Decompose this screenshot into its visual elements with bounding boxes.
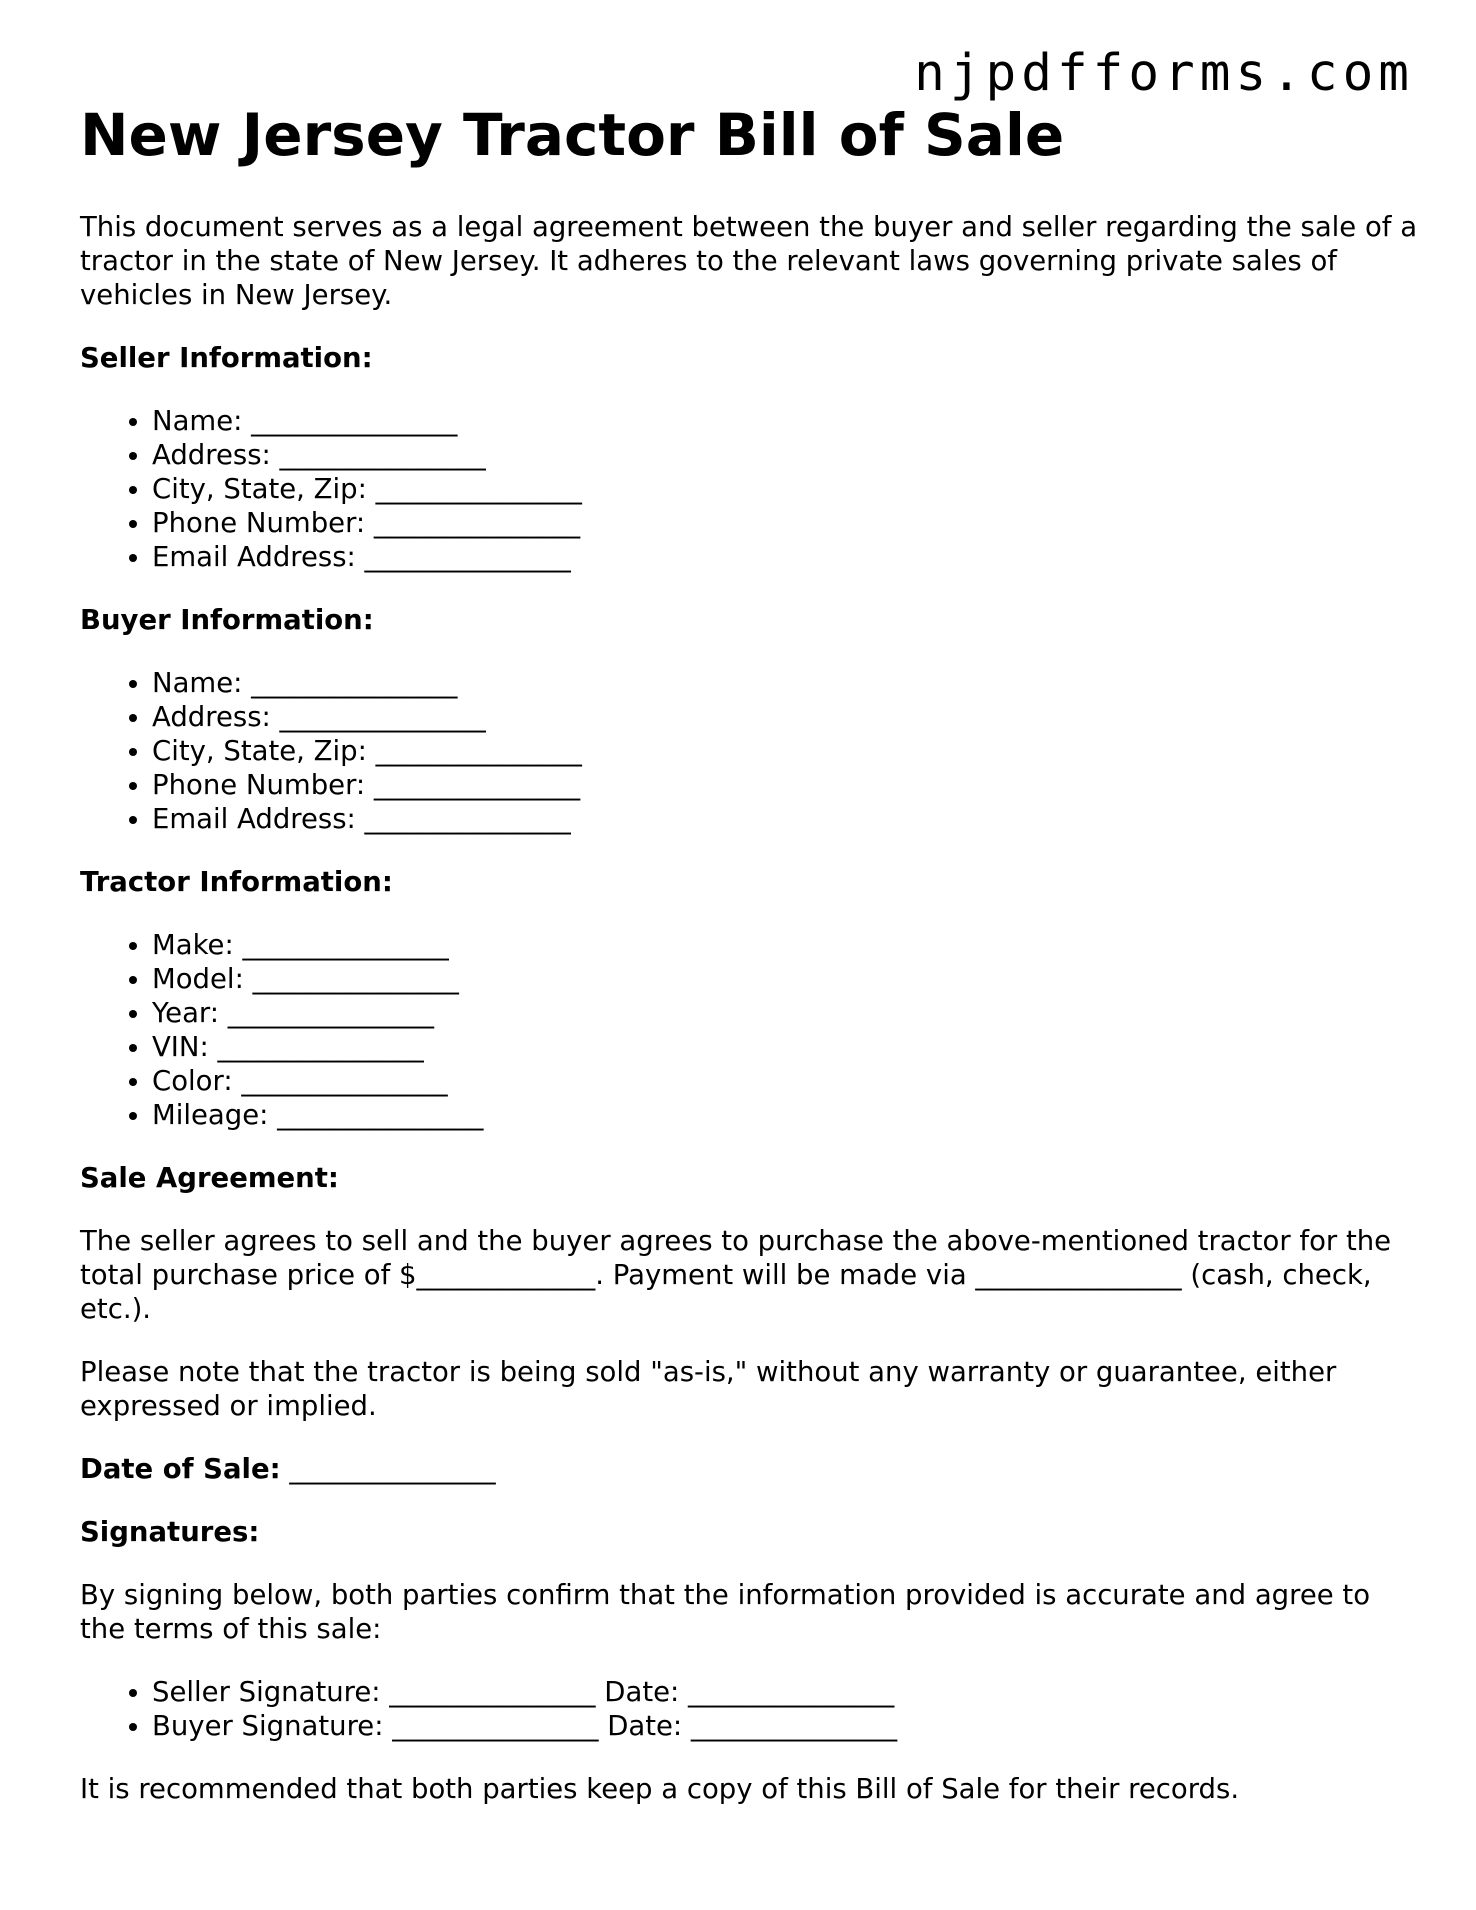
tractor-fields-list (80, 928, 1420, 1132)
tractor-make-field: • Make: _______________ (152, 928, 1420, 962)
seller-signature-line: • Seller Signature: _______________ Date: _______________ (152, 1675, 1420, 1709)
as-is-paragraph: Please note that the tractor is being sold "as-is," without any warranty or guarantee, either expressed or implied. (80, 1356, 1337, 1422)
watermark: njpdfforms.com (914, 44, 1414, 103)
seller-address-field: • Address: _______________ (152, 438, 1420, 472)
signatures-heading: Signatures: (80, 1516, 260, 1548)
tractor-mileage-field: • Mileage: _______________ (152, 1098, 1420, 1132)
buyer-fields-list (80, 666, 1420, 836)
date-of-sale-label: Date of Sale: (80, 1453, 281, 1485)
date-of-sale-blank: _______________ (280, 1453, 496, 1485)
seller-heading: Seller Information: (80, 342, 373, 374)
buyer-signature-line: • Buyer Signature: _______________ Date: _______________ (152, 1709, 1420, 1743)
seller-name-field: • Name: _______________ (152, 404, 1420, 438)
intro-paragraph: This document serves as a legal agreement between the buyer and seller regarding the sale of a tractor in the state of New Jersey. It adheres to the relevant laws governing private sales of vehicles in New Jersey. (80, 211, 1418, 311)
buyer-heading: Buyer Information: (80, 604, 374, 636)
closing-paragraph: It is recommended that both parties keep a copy of this Bill of Sale for their records. (80, 1773, 1240, 1805)
tractor-heading: Tractor Information: (80, 866, 393, 898)
tractor-vin-field: • VIN: _______________ (152, 1030, 1420, 1064)
page-title: New Jersey Tractor Bill of Sale (80, 101, 1065, 169)
tractor-color-field: • Color: _______________ (152, 1064, 1420, 1098)
tractor-year-field: • Year: _______________ (152, 996, 1420, 1030)
signature-lines-list (80, 1675, 1420, 1743)
document-body (80, 210, 1420, 1835)
buyer-email-field: • Email Address: _______________ (152, 802, 1420, 836)
date-of-sale (80, 1452, 1420, 1486)
buyer-address-field: • Address: _______________ (152, 700, 1420, 734)
signatures-paragraph: By signing below, both parties confirm that the information provided is accurate and agree to the terms of this sale: (80, 1579, 1371, 1645)
buyer-name-field: • Name: _______________ (152, 666, 1420, 700)
sale-agreement-paragraph: The seller agrees to sell and the buyer agrees to purchase the above-mentioned tractor for the total purchase price of $_____________. Payment will be made via _______________ (cash, check, etc.). (80, 1225, 1392, 1325)
seller-email-field: • Email Address: _______________ (152, 540, 1420, 574)
buyer-city-state-zip-field: • City, State, Zip: _______________ (152, 734, 1420, 768)
sale-agreement-heading: Sale Agreement: (80, 1162, 339, 1194)
buyer-phone-field: • Phone Number: _______________ (152, 768, 1420, 802)
seller-phone-field: • Phone Number: _______________ (152, 506, 1420, 540)
tractor-model-field: • Model: _______________ (152, 962, 1420, 996)
seller-city-state-zip-field: • City, State, Zip: _______________ (152, 472, 1420, 506)
seller-fields-list (80, 404, 1420, 574)
